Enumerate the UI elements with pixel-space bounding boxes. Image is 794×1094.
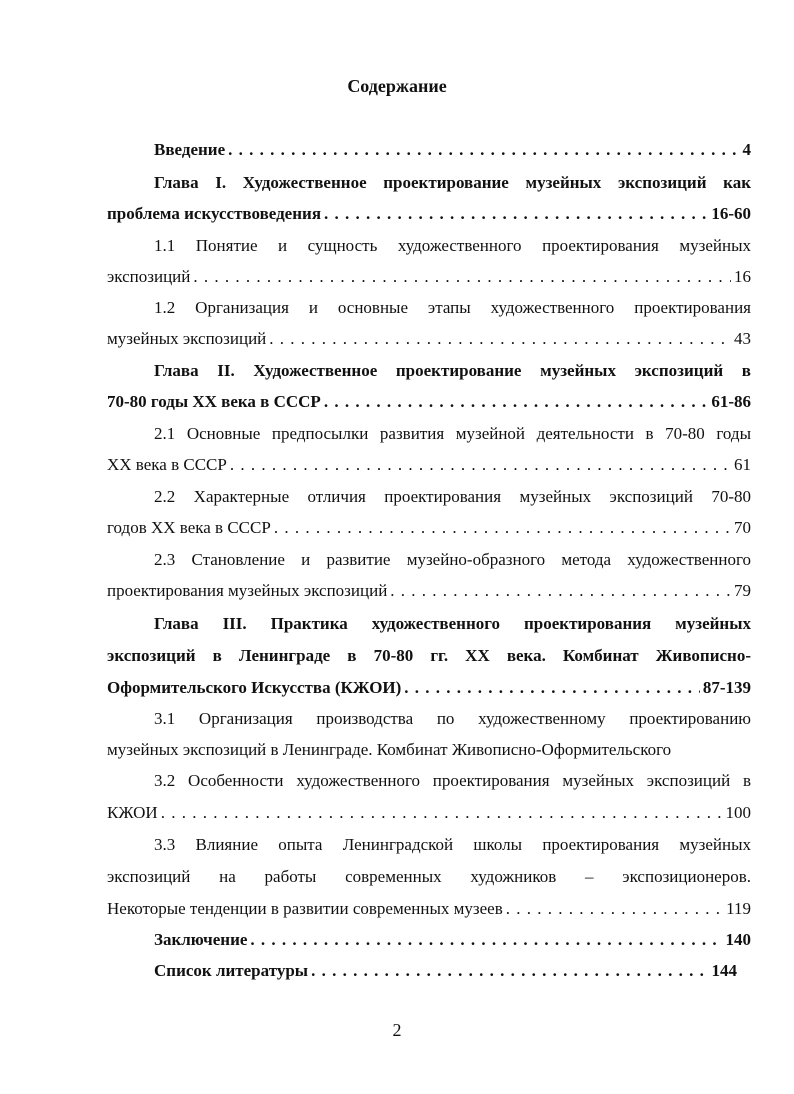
toc-entry-intro[interactable]	[154, 139, 751, 161]
toc-section-1-1-line1[interactable]: 1.1 Понятие и сущность художественного проектирования музейных	[154, 236, 751, 255]
toc-entry-page: 16-60	[711, 204, 751, 223]
dot-leader	[269, 328, 731, 350]
toc-entry-page: 100	[725, 803, 751, 822]
toc-entry-page: 79	[734, 581, 751, 600]
toc-section-2-1-line1[interactable]: 2.1 Основные предпосылки развития музейной деятельности в 70-80 годы	[154, 424, 751, 443]
toc-entry-page: 61-86	[711, 392, 751, 411]
toc-entry-page: 140	[725, 930, 751, 949]
toc-entry-conclusion[interactable]: Заключение . . . 140	[154, 929, 751, 951]
toc-entry-page: 4	[742, 140, 751, 159]
toc-section-3-1-line2[interactable]: музейных экспозиций в Ленинграде. Комбинат Живописно-Оформительского	[107, 740, 672, 759]
toc-chapter-3-line3[interactable]: Оформительского Искусства (КЖОИ) . . . 87-139	[107, 677, 751, 699]
dot-leader	[250, 929, 722, 951]
toc-chapter-3-line2[interactable]: экспозиций в Ленинграде в 70-80 гг. XX века. Комбинат Живописно-	[107, 646, 751, 665]
toc-chapter-1-line1[interactable]: Глава I. Художественное проектирование музейных экспозиций как	[154, 173, 751, 192]
dot-leader	[230, 454, 731, 476]
toc-chapter-2-line2[interactable]: 70-80 годы XX века в СССР . . . 61-86	[107, 391, 751, 413]
page-number: 2	[392, 1020, 402, 1040]
toc-section-3-2-line2[interactable]: КЖОИ . . . 100	[107, 802, 751, 824]
toc-entry-title: Введение	[154, 140, 226, 159]
toc-entry-page: 43	[734, 329, 751, 348]
toc-entry-page: 87-139	[702, 678, 751, 697]
toc-entry-page: 61	[734, 455, 751, 474]
toc-section-2-2-line1[interactable]: 2.2 Характерные отличия проектирования музейных экспозиций 70-80	[154, 487, 751, 506]
toc-section-1-2-line2[interactable]: музейных экспозиций . . . 43	[107, 328, 751, 350]
toc-section-2-3-line2[interactable]: проектирования музейных экспозиций . . . 79	[107, 580, 751, 602]
toc-entry-page: 16	[734, 267, 751, 286]
toc-section-2-1-line2[interactable]: XX века в СССР . . . 61	[107, 454, 751, 476]
dot-leader	[228, 139, 739, 161]
dot-leader	[161, 802, 723, 824]
toc-section-1-1-line2[interactable]: экспозиций . . . 16	[107, 266, 751, 288]
toc-chapter-1-line2[interactable]: проблема искусствоведения . . . 16-60	[107, 203, 751, 225]
toc-chapter-2-line1[interactable]: Глава II. Художественное проектирование музейных экспозиций в	[154, 361, 751, 380]
dot-leader	[404, 677, 700, 699]
toc-section-3-3-line1[interactable]: 3.3 Влияние опыта Ленинградской школы проектирования музейных	[154, 835, 751, 854]
page-title: Содержание	[347, 76, 447, 96]
toc-section-3-2-line1[interactable]: 3.2 Особенности художественного проектирования музейных экспозиций в	[154, 771, 751, 790]
toc-section-3-3-line2[interactable]: экспозиций на работы современных художников – экспозиционеров.	[107, 867, 751, 886]
dot-leader	[506, 898, 723, 920]
dot-leader	[324, 391, 709, 413]
toc-entry-page: 70	[734, 518, 751, 537]
toc-section-3-1-line1[interactable]: 3.1 Организация производства по художественному проектированию	[154, 709, 751, 728]
toc-entry-references[interactable]: Список литературы . . . 144	[154, 960, 737, 982]
dot-leader	[311, 960, 708, 982]
toc-chapter-3-line1[interactable]: Глава III. Практика художественного проектирования музейных	[154, 614, 751, 633]
dot-leader	[324, 203, 708, 225]
dot-leader	[274, 517, 731, 539]
toc-section-1-2-line1[interactable]: 1.2 Организация и основные этапы художественного проектирования	[154, 298, 751, 317]
toc-entry-page: 144	[711, 961, 737, 980]
dot-leader	[193, 266, 731, 288]
toc-section-2-3-line1[interactable]: 2.3 Становление и развитие музейно-образного метода художественного	[154, 550, 751, 569]
toc-section-3-3-line3[interactable]: Некоторые тенденции в развитии современных музеев . . . 119	[107, 898, 751, 920]
toc-section-2-2-line2[interactable]: годов XX века в СССР . . . 70	[107, 517, 751, 539]
dot-leader	[390, 580, 731, 602]
toc-entry-page: 119	[726, 899, 751, 918]
